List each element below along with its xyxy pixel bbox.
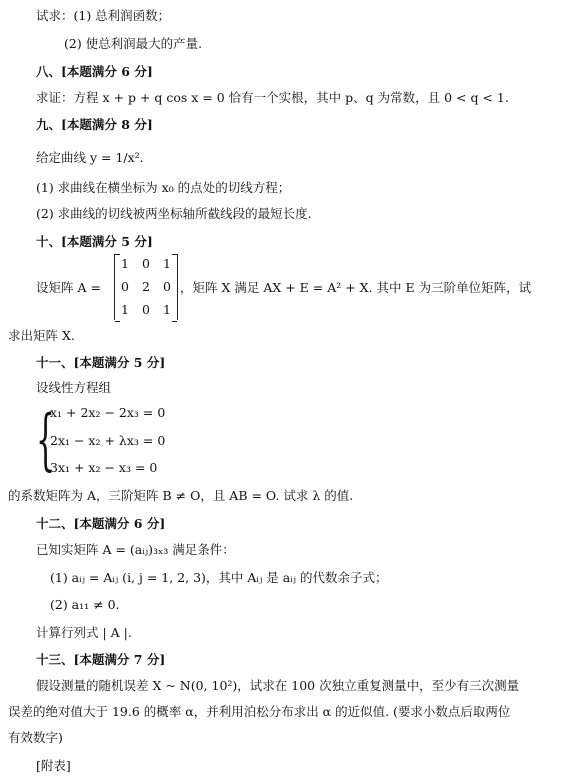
matrix-cell: 1	[163, 256, 171, 271]
brace: {	[36, 401, 55, 478]
section-11-body: 的系数矩阵为 A，三阶矩阵 B ≠ O，且 AB = O. 试求 λ 的值.	[8, 488, 354, 503]
section-13-heading: 十三、[本题满分 7 分]	[36, 652, 166, 667]
matrix-cell: 1	[121, 302, 129, 317]
section-10-heading: 十、[本题满分 5 分]	[36, 234, 153, 249]
section-11-eq2: 2x₁ − x₂ + λx₃ = 0	[50, 433, 166, 448]
matrix-row-3	[121, 302, 171, 317]
section-12-given: 已知实矩阵 A = (aᵢⱼ)₃ₓ₃ 满足条件：	[36, 542, 235, 557]
section-9-given: 给定曲线 y = 1/x².	[36, 150, 144, 165]
section-10-post: ，矩阵 X 满足 AX + E = A² + X. 其中 E 为三阶单位矩阵，试	[180, 280, 532, 295]
matrix-cell: 0	[142, 302, 150, 317]
matrix-cell: 1	[121, 256, 129, 271]
section-10-end: 求出矩阵 X.	[8, 328, 75, 343]
matrix-cell: 1	[163, 302, 171, 317]
section-11-eq3: 3x₁ + x₂ − x₃ = 0	[50, 460, 158, 475]
section-11-intro: 设线性方程组	[36, 380, 112, 395]
matrix-cell: 0	[121, 279, 129, 294]
section-13-body-2: 误差的绝对值大于 19.6 的概率 α，并利用泊松分布求出 α 的近似值. (要求小数点后取两位	[8, 704, 511, 719]
section-12-heading: 十二、[本题满分 6 分]	[36, 516, 166, 531]
section-11-eq1: x₁ + 2x₂ − 2x₃ = 0	[50, 405, 166, 420]
section-8-body: 求证：方程 x + p + q cos x = 0 恰有一个实根，其中 p、q 为常数，且 0 < q < 1.	[36, 90, 509, 105]
matrix-cell: 0	[163, 279, 171, 294]
matrix-cell: 0	[142, 256, 150, 271]
matrix-row-1	[121, 256, 171, 271]
section-12-c1: (1) aᵢⱼ = Aᵢⱼ (i, j = 1, 2, 3)，其中 Aᵢⱼ 是 aᵢⱼ 的代数余子式；	[50, 570, 388, 585]
line-l01: 试求：(1) 总利润函数；	[36, 8, 171, 23]
line-l02: (2) 使总利润最大的产量.	[64, 36, 203, 51]
section-12-ask: 计算行列式 | A |.	[36, 625, 132, 640]
section-13-body-1: 假设测量的随机误差 X ~ N(0, 10²)，试求在 100 次独立重复测量中，至少有三次测量	[36, 678, 520, 693]
section-9-q2: (2) 求曲线的切线被两坐标轴所截线段的最短长度.	[36, 206, 312, 221]
section-10-pre: 设矩阵 A =	[36, 280, 101, 295]
section-12-c2: (2) a₁₁ ≠ 0.	[50, 597, 120, 612]
section-9-q1: (1) 求曲线在横坐标为 x₀ 的点处的切线方程；	[36, 180, 291, 195]
section-13-body-3: 有效数字)	[8, 730, 63, 745]
section-11-heading: 十一、[本题满分 5 分]	[36, 355, 166, 370]
section-13-appendix: [附表]	[36, 758, 71, 773]
section-9-heading: 九、[本题满分 8 分]	[36, 117, 153, 132]
section-8-heading: 八、[本题满分 6 分]	[36, 64, 153, 79]
matrix-cell: 2	[142, 279, 150, 294]
matrix-row-2	[121, 279, 171, 294]
matrix-a	[114, 254, 178, 320]
